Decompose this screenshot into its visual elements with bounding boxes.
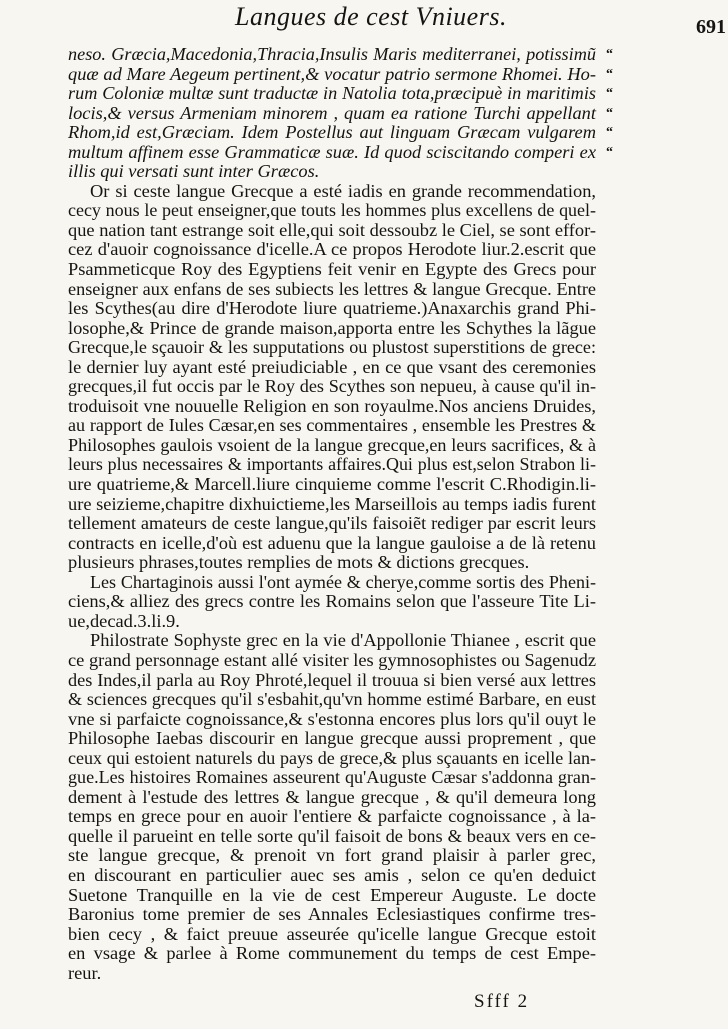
text-line: ure seizieme,chapitre dixhuictieme,les Marseillois au temps iadis furent bbox=[68, 493, 596, 514]
text-line: enseigner aux enfans de ses subiects les lettres & langue Grecque. Entre bbox=[68, 278, 596, 299]
text-line: les Scythes(au dire d'Herodote liure quatrieme.)Anaxarchis grand Phi- bbox=[68, 298, 596, 319]
text-line: quelle il parueint en telle sorte qu'il faisoit de bons & beaux vers en ce- bbox=[68, 825, 596, 846]
text-line: grecques,il fut occis par le Roy des Scythes son nepueu, à cause qu'il in- bbox=[68, 376, 596, 397]
text-line: Or si ceste langue Grecque a esté iadis en grande recommendation, bbox=[90, 180, 596, 201]
paragraph-greek-in-esteem bbox=[68, 182, 596, 573]
text-line: ure quatrieme,& Marcell.liure cinquieme comme l'escrit C.Rhodigin.li- bbox=[68, 474, 596, 495]
latin-quotation-paragraph bbox=[68, 45, 596, 182]
text-line: Rhom,id est,Græciam. Idem Postellus aut linguam Græcam vulgarem bbox=[68, 122, 596, 143]
text-line: multum affinem esse Grammaticæ suæ. Id quod sciscitando comperi ex bbox=[68, 141, 596, 162]
text-line: en vsage & parlee à Rome communement du temps de cest Empe- bbox=[68, 943, 596, 964]
page-number: 691 bbox=[696, 16, 726, 38]
text-line: leurs plus necessaires & importants affaires.Qui plus est,selon Strabon li- bbox=[68, 454, 596, 475]
margin-quote-mark: “ bbox=[606, 144, 613, 160]
text-line: Baronius tome premier de ses Annales Eclesiastiques confirme tres- bbox=[68, 904, 596, 925]
text-line: bien cecy , & faict preuue asseurée qu'icelle langue Grecque estoit bbox=[68, 923, 596, 944]
text-line: gue.Les histoires Romaines asseurent qu'Auguste Cæsar s'addonna gran- bbox=[68, 767, 596, 788]
signature-mark: Sfff 2 bbox=[474, 991, 530, 1012]
text-line: Philosophe Iaebas discourir en langue grecque aussi proprement , que bbox=[68, 728, 596, 749]
text-line: Grecque,le sçauoir & les supputations ou plustost superstitions de grece: bbox=[68, 337, 596, 358]
text-line: neso. Græcia,Macedonia,Thracia,Insulis Maris mediterranei, potissimũ bbox=[68, 44, 596, 64]
text-line: quæ ad Mare Aegeum pertinent,& vocatur patrio sermone Rhomei. Ho- bbox=[68, 63, 596, 84]
text-line: des Indes,il parla au Roy Phroté,lequel il trouua si bien versé aux lettres bbox=[68, 669, 596, 690]
page-header bbox=[60, 0, 726, 44]
running-title: Langues de cest Vniuers. bbox=[235, 2, 507, 31]
text-line: cez d'auoir cognoissance d'icelle.A ce propos Herodote liur.2.escrit que bbox=[68, 239, 596, 260]
text-line: losophe,& Prince de grande maison,apporta entre les Schythes la lãgue bbox=[68, 317, 596, 338]
text-line: contracts en icelle,d'où est aduenu que la langue gauloise a de là retenu bbox=[68, 532, 596, 553]
text-line: reur. bbox=[68, 962, 102, 983]
text-line: rum Coloniæ multæ sunt traductæ in Natolia tota,præcipuè in maritimis bbox=[68, 83, 596, 104]
text-line: Philostrate Sophyste grec en la vie d'Appollonie Thianee , escrit que bbox=[90, 630, 596, 651]
text-line: locis,& versus Armeniam minorem , quam ea ratione Turchi appellant bbox=[68, 102, 596, 123]
text-line: au rapport de Iules Cæsar,en ses commentaires , ensemble les Prestres & bbox=[68, 415, 596, 436]
margin-quote-mark: “ bbox=[606, 47, 613, 62]
text-line: le dernier luy ayant esté preiudiciable , en ce que vsant des ceremonies bbox=[68, 356, 596, 377]
text-line: ste langue grecque, & prenoit vn fort grand plaisir à parler grec, bbox=[68, 845, 596, 866]
text-line: Psammeticque Roy des Egyptiens feit venir en Egypte des Grecs pour bbox=[68, 259, 596, 280]
text-line: Les Chartaginois aussi l'ont aymée & cherye,comme sortis des Pheni- bbox=[90, 571, 596, 592]
margin-quote-mark: “ bbox=[606, 125, 613, 141]
text-line: troduisoit vne nouuelle Religion en son royaulme.Nos anciens Druides, bbox=[68, 395, 596, 416]
margin-quote-mark: “ bbox=[606, 66, 613, 82]
margin-quote-mark: “ bbox=[606, 86, 613, 101]
text-line: temps en grece pour en auoir l'entiere & parfaicte cognoissance , à la- bbox=[68, 806, 596, 827]
text-line: tellement amateurs de ceste langue,qu'ils faisoiẽt rediger par escrit leurs bbox=[68, 513, 596, 534]
body-text bbox=[68, 45, 596, 983]
text-line: que nation tant estrange soit elle,qui soit dessoubz le Ciel, se sont effor- bbox=[68, 219, 596, 240]
text-line: ce grand personnage estant allé visiter les gymnosophistes ou Sagenudz bbox=[68, 649, 596, 670]
text-line: dement à l'estude des lettres & langue grecque , & qu'il demeura long bbox=[68, 786, 596, 807]
text-line: ceux qui estoient naturels du pays de grece,& plus sçauants en icelle lan- bbox=[68, 747, 596, 768]
margin-quote-mark: “ bbox=[606, 105, 613, 121]
text-line: en discourant en particulier auec ses amis , selon ce qu'en deduict bbox=[68, 864, 596, 885]
text-line: cecy nous le peut enseigner,que touts les hommes plus excellens de quel- bbox=[68, 200, 596, 221]
text-line: Philosophes gaulois vsoient de la langue grecque,en leurs sacrifices, & à bbox=[68, 434, 596, 455]
text-line: illis qui versati sunt inter Græcos. bbox=[68, 161, 320, 182]
text-line: vne si parfaicte cognoissance,& s'estonna encores plus lors qu'il ouyt le bbox=[68, 708, 596, 729]
text-line: ue,decad.3.li.9. bbox=[68, 610, 180, 631]
text-line: Suetone Tranquille en la vie de cest Empereur Auguste. Le docte bbox=[68, 884, 596, 905]
paragraph-philostratus bbox=[68, 631, 596, 983]
text-line: & sciences grecques qu'il s'esbahit,qu'vn homme estimé Barbare, en eust bbox=[68, 689, 596, 710]
text-line: ciens,& alliez des grecs contre les Romains selon que l'asseure Tite Li- bbox=[68, 591, 596, 612]
text-line: plusieurs phrases,toutes remplies de mots & dictions grecques. bbox=[68, 552, 530, 573]
paragraph-carthaginians bbox=[68, 573, 596, 632]
